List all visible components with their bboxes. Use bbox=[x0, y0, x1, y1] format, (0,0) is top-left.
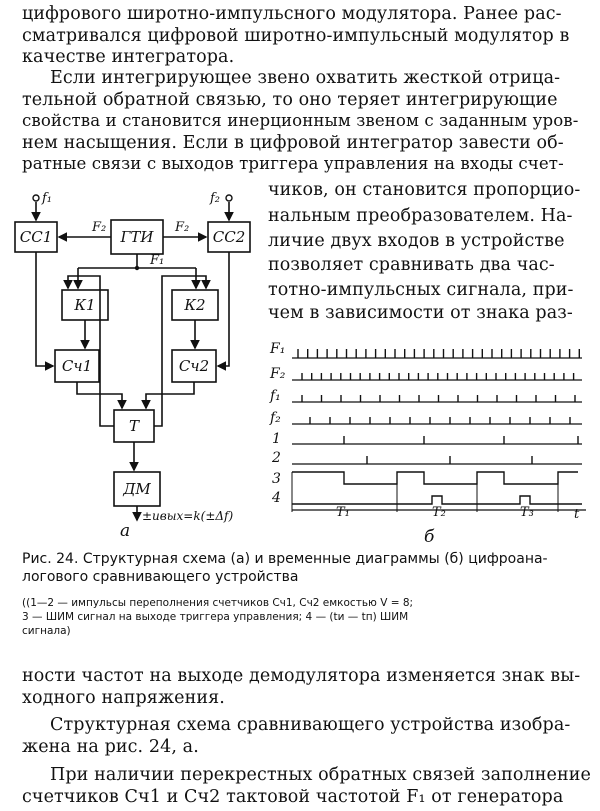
signal-F1: F₁ bbox=[150, 253, 165, 268]
interval-T3: T₃ bbox=[520, 505, 534, 520]
label-dm: ДМ bbox=[123, 480, 151, 498]
row-label-F1: F₁ bbox=[270, 341, 286, 357]
paragraph2-line-7: нальным преобразователем. На- bbox=[268, 206, 573, 226]
timing-diagram bbox=[262, 332, 595, 552]
paragraph2-line-6: чиков, он становится пропорцио- bbox=[268, 180, 581, 200]
interval-T2: T₂ bbox=[432, 505, 446, 520]
block-diagram bbox=[0, 180, 262, 545]
row-label-3: 3 bbox=[272, 471, 281, 487]
signal-f2: f₂ bbox=[210, 191, 221, 206]
label-sch2: Сч2 bbox=[178, 357, 210, 375]
paragraph1-line-1: цифрового широтно-импульсного модулятора. Ранее рас- bbox=[22, 4, 562, 24]
row-label-4: 4 bbox=[272, 490, 281, 506]
caption-note-line-3: сигнала) bbox=[22, 625, 71, 637]
paragraph2-line-5: ратные связи с выходов триггера управления на входы счет- bbox=[22, 154, 564, 173]
paragraph2-line-9: позволяет сравнивать два час- bbox=[268, 255, 555, 275]
label-gti: ГТИ bbox=[120, 228, 154, 246]
paragraph1-line-3: качестве интегратора. bbox=[22, 47, 235, 67]
sublabel-b: б bbox=[424, 527, 435, 547]
row-label-2: 2 bbox=[272, 450, 281, 466]
caption-note-line-2: 3 — ШИМ сигнал на выходе триггера управления; 4 — (tи — tп) ШИМ bbox=[22, 611, 409, 623]
label-cc2: СС2 bbox=[212, 228, 246, 246]
paragraph2-line-3: свойства и становится инерционным звеном с заданным уров- bbox=[22, 111, 579, 130]
paragraph3-line-2: ходного напряжения. bbox=[22, 688, 225, 708]
signal-f1: f₁ bbox=[42, 191, 53, 206]
caption-title-line-2: логового сравнивающего устройства bbox=[22, 569, 299, 585]
signal-F2-left: F₂ bbox=[92, 220, 107, 235]
paragraph5-line-2: счетчиков Сч1 и Сч2 тактовой частотой F₁ от генератора bbox=[22, 787, 564, 807]
row-label-F2: F₂ bbox=[270, 366, 286, 382]
label-k2: К2 bbox=[184, 296, 206, 314]
label-sch1: Сч1 bbox=[61, 357, 93, 375]
caption-note-line-1: ((1—2 — импульсы переполнения счетчиков Сч1, Сч2 емкостью V = 8; bbox=[22, 597, 414, 609]
signal-F2-right: F₂ bbox=[175, 220, 190, 235]
row-label-1: 1 bbox=[272, 431, 281, 447]
row-4-waveform bbox=[292, 496, 582, 504]
label-t: Т bbox=[128, 417, 140, 435]
paragraph5-line-1: При наличии перекрестных обратных связей заполнение bbox=[50, 765, 591, 785]
paragraph2-line-8: личие двух входов в устройстве bbox=[268, 231, 565, 251]
axis-label-t: t bbox=[574, 507, 580, 522]
paragraph2-line-4: нем насыщения. Если в цифровой интегратор завести об- bbox=[22, 133, 564, 153]
label-cc1: СС1 bbox=[19, 228, 53, 246]
paragraph2-line-1: Если интегрирующее звено охватить жесткой отрица- bbox=[50, 68, 561, 88]
sublabel-a: а bbox=[120, 521, 131, 541]
paragraph2-line-11: чем в зависимости от знака раз- bbox=[268, 303, 573, 323]
paragraph4-line-2: жена на рис. 24, а. bbox=[22, 737, 199, 757]
paragraph4-line-1: Структурная схема сравнивающего устройства изобра- bbox=[50, 715, 571, 735]
paragraph2-line-10: тотно-импульсных сигнала, при- bbox=[268, 280, 574, 300]
paragraph2-line-2: тельной обратной связью, то оно теряет интегрирующие bbox=[22, 90, 558, 110]
signal-output: ±uвых=k(±Δf) bbox=[142, 509, 234, 523]
paragraph3-line-1: ности частот на выходе демодулятора изменяется знак вы- bbox=[22, 666, 581, 686]
row-label-f2: f₂ bbox=[270, 410, 281, 426]
row-label-f1: f₁ bbox=[270, 388, 281, 404]
row-3-waveform bbox=[292, 472, 578, 484]
label-k1: К1 bbox=[74, 296, 96, 314]
caption-title-line-1: Рис. 24. Структурная схема (а) и временные диаграммы (б) цифроана- bbox=[22, 551, 548, 567]
interval-T1: T₁ bbox=[336, 505, 350, 520]
paragraph1-line-2: сматривался цифровой широтно-импульсный модулятор в bbox=[22, 26, 570, 46]
